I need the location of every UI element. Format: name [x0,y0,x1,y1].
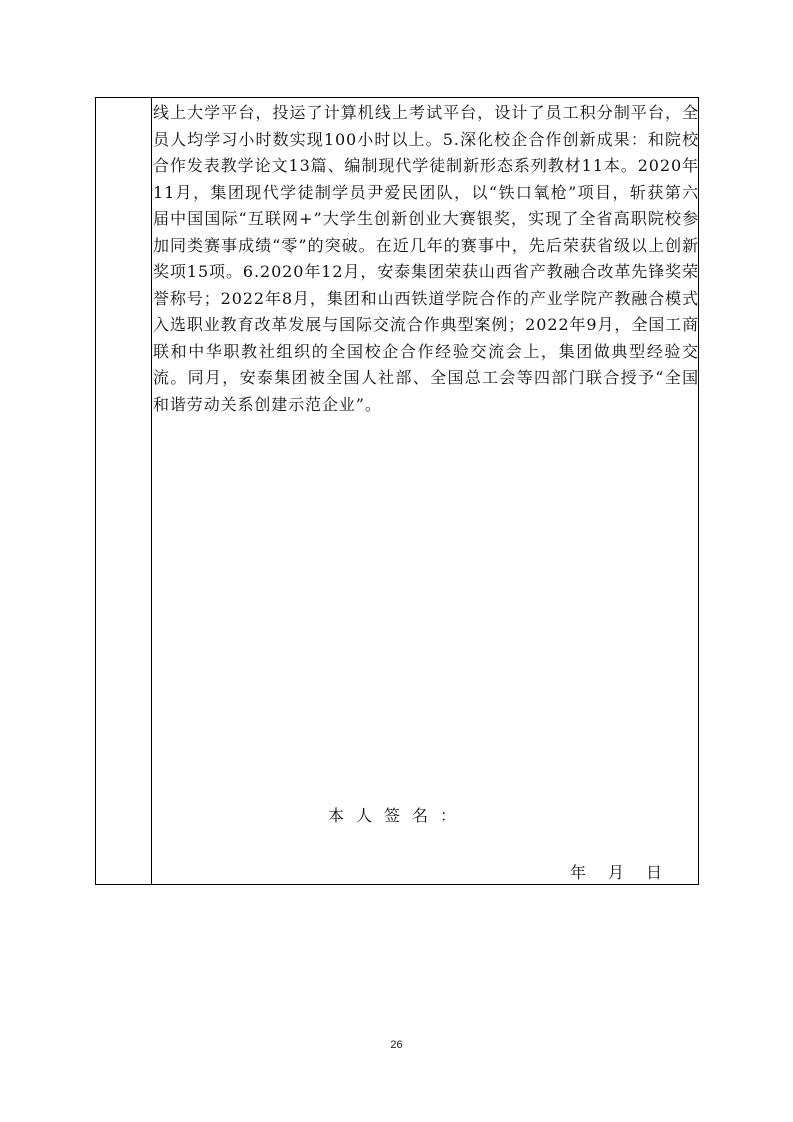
signature-label: 本人签名： [328,806,469,825]
form-table [95,97,699,885]
left-label-column [96,98,152,884]
date-year-label: 年 [570,863,587,882]
date-month-label: 月 [608,863,625,882]
date-line [570,860,662,883]
body-text: 线上大学平台，投运了计算机线上考试平台，设计了员工积分制平台，全员人均学习小时数实现100小时以上。5.深化校企合作创新成果：和院校合作发表教学论文13篇、编制现代学徒制新形态系列教材11本。2020年11月，集团现代学徒制学员尹爱民团队，以“铁口氧枪”项目，斩获第六届中国国际“互联网+”大学生创新创业大赛银奖，实现了全省高职院校参加同类赛事成绩“零”的突破。在近几年的赛事中，先后荣获省级以上创新奖项15项。6.2020年12月，安泰集团荣获山西省产教融合改革先锋奖荣誉称号；2022年8月，集团和山西铁道学院合作的产业学院产教融合模式入选职业教育改革发展与国际交流合作典型案例；2022年9月，全国工商联和中华职教社组织的全国校企合作经验交流会上，集团做典型经验交流。同月，安泰集团被全国人社部、全国总工会等四部门联合授予“全国和谐劳动关系创建示范企业”。 [153,103,699,414]
date-day-label: 日 [646,863,663,882]
content-cell [153,98,698,884]
page-number: 26 [390,1039,403,1051]
